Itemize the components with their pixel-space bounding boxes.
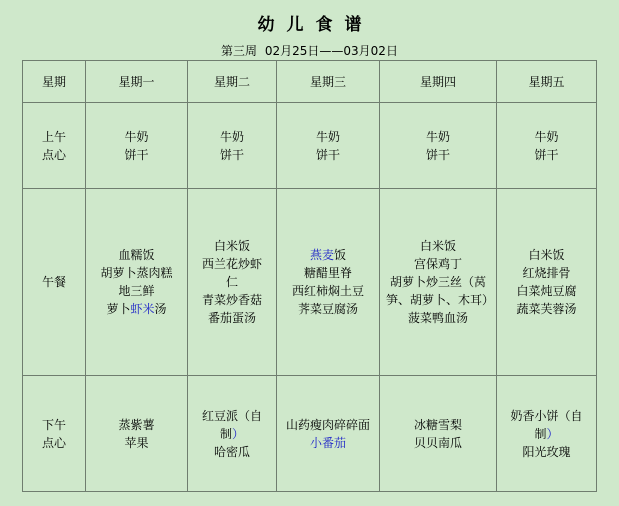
menu-item: 苹果: [124, 435, 149, 450]
menu-item: 地三鲜: [118, 284, 155, 298]
menu-item-part: 制: [219, 426, 232, 441]
menu-item: 青菜炒香菇: [201, 293, 262, 307]
menu-table: [22, 60, 597, 492]
menu-item: 荠菜豆腐汤: [297, 302, 358, 316]
week-range: 第三周 02月25日——03月02日: [221, 44, 398, 58]
afternoon-snack-thursday: [380, 376, 497, 492]
afternoon-snack-friday: [497, 376, 597, 492]
lunch-wednesday: [277, 189, 380, 376]
menu-item: 红豆派（自: [201, 408, 262, 423]
morning-snack-row: [23, 103, 597, 189]
menu-item: [194, 425, 270, 443]
menu-item: 笋、胡萝卜、木耳）: [386, 293, 495, 307]
row-label-line: 上午: [41, 129, 66, 144]
highlighted-bracket: ）: [232, 426, 245, 441]
menu-item: [283, 246, 373, 264]
page-title: 幼儿食谱: [257, 15, 374, 35]
menu-item: 牛奶: [425, 129, 450, 144]
menu-item: 番茄蛋汤: [207, 311, 256, 325]
highlighted-ingredient: 虾米: [130, 302, 155, 316]
header-thursday: 星期四: [380, 61, 497, 103]
table-header-row: [23, 61, 597, 103]
menu-item: 阳光玫瑰: [522, 444, 571, 459]
menu-item: 糖醋里脊: [303, 266, 352, 280]
afternoon-snack-row: [23, 376, 597, 492]
menu-item: 蒸紫薯: [118, 417, 155, 432]
menu-item: 西红柿焖土豆: [291, 284, 364, 298]
lunch-row: [23, 189, 597, 376]
menu-item: [92, 300, 181, 318]
menu-item: 饼干: [219, 147, 244, 162]
menu-item-part: 制: [534, 426, 547, 441]
menu-item: 菠菜鸭血汤: [407, 311, 468, 325]
afternoon-snack-wednesday: [277, 376, 380, 492]
menu-item-part: 汤: [154, 302, 167, 316]
menu-item: 奶香小饼（自: [510, 408, 583, 423]
menu-item: 白米饭: [419, 239, 456, 253]
row-label-morning-snack: [23, 103, 86, 189]
menu-item: 饼干: [425, 147, 450, 162]
morning-snack-friday: [497, 103, 597, 189]
menu-item: 胡萝卜炒三丝（莴: [389, 275, 486, 289]
menu-item: 牛奶: [219, 129, 244, 144]
header-tuesday: 星期二: [188, 61, 277, 103]
header-monday: 星期一: [86, 61, 188, 103]
header-weekday: 星期: [23, 61, 86, 103]
row-label-lunch: 午餐: [23, 189, 86, 376]
menu-item: 冰糖雪梨: [413, 417, 462, 432]
menu-item: 白米饭: [528, 248, 565, 262]
menu-item: 饼干: [534, 147, 559, 162]
lunch-monday: [86, 189, 188, 376]
morning-snack-thursday: [380, 103, 497, 189]
header-friday: 星期五: [497, 61, 597, 103]
menu-item: 牛奶: [124, 129, 149, 144]
menu-item-part: 萝卜: [106, 302, 131, 316]
menu-item: 白米饭: [213, 239, 250, 253]
menu-item-part: 饭: [334, 248, 347, 262]
menu-item: 饼干: [124, 147, 149, 162]
highlighted-menu-item: 小番茄: [309, 435, 346, 450]
lunch-thursday: [380, 189, 497, 376]
row-label-afternoon-snack: [23, 376, 86, 492]
morning-snack-tuesday: [188, 103, 277, 189]
menu-item: 红烧排骨: [522, 266, 571, 280]
menu-item: 贝贝南瓜: [413, 435, 462, 450]
menu-item: 仁: [225, 275, 238, 289]
lunch-tuesday: [188, 189, 277, 376]
morning-snack-monday: [86, 103, 188, 189]
row-label-line: 下午: [41, 417, 66, 432]
menu-item: 胡萝卜蒸肉糕: [100, 266, 173, 280]
afternoon-snack-tuesday: [188, 376, 277, 492]
menu-item: 宫保鸡丁: [413, 257, 462, 271]
highlighted-bracket: ）: [546, 426, 559, 441]
menu-item: 山药瘦肉碎碎面: [285, 417, 370, 432]
menu-item: 饼干: [315, 147, 340, 162]
menu-item: 牛奶: [534, 129, 559, 144]
menu-item: 白菜炖豆腐: [516, 284, 577, 298]
morning-snack-wednesday: [277, 103, 380, 189]
lunch-friday: [497, 189, 597, 376]
header-wednesday: 星期三: [277, 61, 380, 103]
highlighted-ingredient: 燕麦: [309, 248, 334, 262]
menu-item: 蔬菜芙蓉汤: [516, 302, 577, 316]
row-label-line: 点心: [41, 435, 66, 450]
menu-item: 牛奶: [315, 129, 340, 144]
menu-item: 血糯饭: [118, 248, 155, 262]
row-label-line: 点心: [41, 147, 66, 162]
menu-item: 哈密瓜: [213, 444, 250, 459]
menu-item: 西兰花炒虾: [201, 257, 262, 271]
menu-item: [503, 425, 590, 443]
afternoon-snack-monday: [86, 376, 188, 492]
